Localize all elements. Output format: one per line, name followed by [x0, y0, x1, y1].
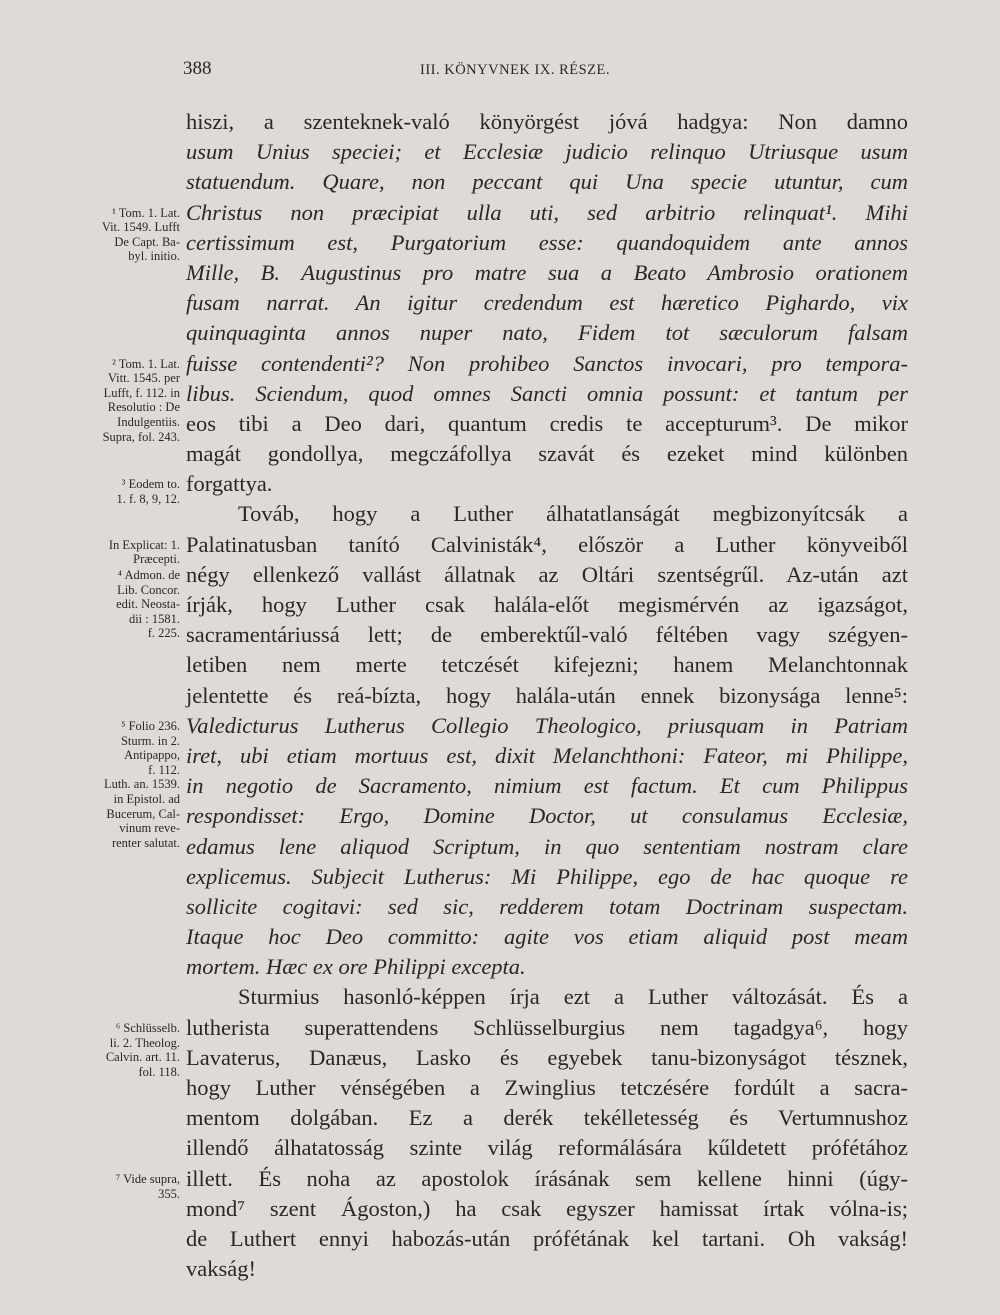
- text-line: hiszi, a szenteknek-való könyörgést jóvá hadgya: Non damno: [186, 109, 908, 134]
- text-line: mentom dolgában. Ez a derék tekélletesség és Vertumnushoz: [186, 1105, 908, 1131]
- margin-note-line: Indulgentiis.: [117, 414, 180, 429]
- margin-note-line: ¹ Tom. 1. Lat.: [112, 205, 180, 220]
- text-line: usum Unius speciei; et Ecclesiæ judicio relinquo Utriusque usum: [186, 139, 908, 165]
- text-line: explicemus. Subjecit Lutherus: Mi Philippe, ego de hac quoque re: [186, 863, 908, 889]
- main-text: [186, 107, 908, 1284]
- text-line: írják, hogy Luther csak halála-előt megismérvén az igazságot,: [186, 592, 908, 617]
- margin-note: [60, 1172, 180, 1201]
- text-line: certissimum est, Purgatorium esse: quandoquidem ante annos: [186, 229, 908, 255]
- text-line: hogy Luther vénségében a Zwinglius tetczésére fordúlt a sacra-: [186, 1075, 908, 1100]
- text-line: Itaque hoc Deo committo: agite vos etiam aliquid post meam: [186, 924, 908, 950]
- text-line: sollicite cogitavi: sed sic, redderem totam Doctrinam suspectam.: [186, 893, 908, 919]
- margin-note: [60, 1021, 180, 1079]
- text-line: statuendum. Quare, non peccant qui Una specie utuntur, cum: [186, 169, 908, 195]
- margin-note-line: ² Tom. 1. Lat.: [112, 356, 180, 371]
- text-line: illendő álhatatosság szinte világ reformálására kűldetett prófétához: [186, 1135, 908, 1161]
- margin-note-line: ⁵ Folio 236.: [121, 719, 180, 733]
- page-number: 388: [183, 58, 212, 79]
- text-line: fuisse contendenti²? Non prohibeo Sanctos invocari, pro tempora-: [186, 350, 908, 376]
- margin-note-line: dii : 1581.: [128, 611, 180, 626]
- text-line: négy ellenkező vallást állatnak az Oltári szentségrűl. Az-után azt: [186, 561, 908, 587]
- margin-note-line: fol. 118.: [138, 1064, 180, 1079]
- text-line: respondisset: Ergo, Domine Doctor, ut consulamus Ecclesiæ,: [186, 803, 908, 829]
- margin-note-line: ⁴ Admon. de: [117, 568, 180, 582]
- margin-note-line: f. 112.: [148, 762, 180, 777]
- text-line: Továb, hogy a Luther álhatatlanságát megbizonyítcsák a: [238, 501, 908, 527]
- margin-note-line: renter salutat.: [111, 835, 180, 850]
- text-line: magát gondollya, megczáfollya szavát és ezeket mind különben: [186, 441, 908, 467]
- text-line: libus. Sciendum, quod omnes Sancti omnia possunt: et tantum per: [186, 380, 908, 406]
- page-header: [183, 58, 903, 88]
- margin-note-line: ³ Eodem to.: [121, 477, 180, 492]
- margin-note-line: Calvin. art. 11.: [105, 1050, 180, 1065]
- text-line: letiben nem merte tetczését kifejezni; hanem Melanchtonnak: [186, 652, 908, 678]
- text-line: forgattya.: [186, 471, 273, 497]
- text-line: Palatinatusban tanító Calvinisták⁴, először a Luther könyveiből: [186, 531, 908, 557]
- text-line: iret, ubi etiam mortuus est, dixit Melanchthoni: Fateor, mi Philippe,: [186, 742, 908, 768]
- margin-note-line: f. 225.: [147, 626, 180, 641]
- margin-note-line: Lib. Concor.: [117, 582, 180, 597]
- margin-note-line: li. 2. Theolog.: [109, 1035, 180, 1050]
- text-line: illett. És noha az apostolok írásának sem kellene hinni (úgy-: [186, 1165, 908, 1191]
- text-line: in negotio de Sacramento, nimium est factum. Et cum Philippus: [186, 773, 908, 799]
- margin-note-line: ⁷ Vide supra,: [115, 1172, 180, 1186]
- margin-note: [60, 477, 180, 506]
- text-line: Mille, B. Augustinus pro matre sua a Beato Ambrosio orationem: [186, 259, 908, 285]
- margin-note-line: Vitt. 1545. per: [107, 371, 180, 386]
- margin-note-line: Luth. an. 1539.: [103, 777, 180, 792]
- margin-note-line: 1. f. 8, 9, 12.: [116, 491, 180, 506]
- margin-note-line: vinum reve-: [119, 821, 180, 836]
- margin-note-line: Resolutio : De: [107, 400, 180, 415]
- margin-note-line: De Capt. Ba-: [114, 234, 180, 249]
- text-line: mond⁷ szent Ágoston,) ha csak egyszer hamissat írtak vólna-is;: [186, 1195, 908, 1221]
- text-line: fusam narrat. An igitur credendum est hæretico Pighardo, vix: [186, 290, 908, 316]
- text-line: mortem. Hæc ex ore Philippi excepta.: [186, 954, 526, 980]
- margin-note-line: In Explicat: 1.: [108, 537, 180, 552]
- margin-note-line: Lufft, f. 112. in: [103, 385, 180, 400]
- text-line: edamus lene aliquod Scriptum, in quo sententiam nostram clare: [186, 833, 908, 859]
- margin-note-line: Supra, fol. 243.: [102, 429, 180, 444]
- margin-note-line: 355.: [158, 1186, 180, 1201]
- margin-note-line: Bucerum, Cal-: [106, 806, 180, 821]
- margin-note-line: ⁶ Schlüsselb.: [115, 1021, 180, 1035]
- text-line: Christus non præcipiat ulla uti, sed arbitrio relinquat¹. Mihi: [186, 199, 908, 225]
- margin-note-line: Vit. 1549. Lufft: [101, 220, 180, 235]
- margin-note: [60, 568, 180, 641]
- margin-note: [60, 719, 180, 850]
- text-line: sacramentáriussá lett; de emberektűl-való féltében vagy szégyen-: [186, 622, 908, 648]
- margin-note-line: Sturm. in 2.: [120, 733, 180, 748]
- margin-note: [60, 357, 180, 445]
- margin-note-line: Præcepti.: [133, 552, 180, 567]
- margin-note-line: Antipappo,: [124, 748, 180, 763]
- text-line: vakság!: [186, 1256, 256, 1282]
- text-line: lutherista superattendens Schlüsselburgius nem tagadgya⁶, hogy: [186, 1014, 908, 1040]
- text-line: quinquaginta annos nuper nato, Fidem tot sæculorum falsam: [186, 320, 908, 346]
- margin-note: [60, 538, 180, 567]
- text-line: de Luthert ennyi habozás-után prófétának kel tartani. Oh vakság!: [186, 1225, 908, 1251]
- text-line: Valedicturus Lutherus Collegio Theologico, priusquam in Patriam: [186, 712, 908, 738]
- margin-note: [60, 206, 180, 264]
- text-line: eos tibi a Deo dari, quantum credis te accepturum³. De mikor: [186, 410, 908, 436]
- text-line: Lavaterus, Danæus, Lasko és egyebek tanu-bizonyságot tésznek,: [186, 1044, 908, 1070]
- text-line: Sturmius hasonló-képpen írja ezt a Luther változását. És a: [238, 984, 908, 1010]
- text-line: jelentette és reá-bízta, hogy halála-után ennek bizonysága lenne⁵:: [186, 682, 908, 708]
- margin-note-line: edit. Neosta-: [116, 597, 180, 612]
- margin-note-line: in Epistol. ad: [113, 791, 180, 806]
- running-title: III. KÖNYVNEK IX. RÉSZE.: [420, 62, 611, 78]
- margin-note-line: byl. initio.: [128, 249, 180, 264]
